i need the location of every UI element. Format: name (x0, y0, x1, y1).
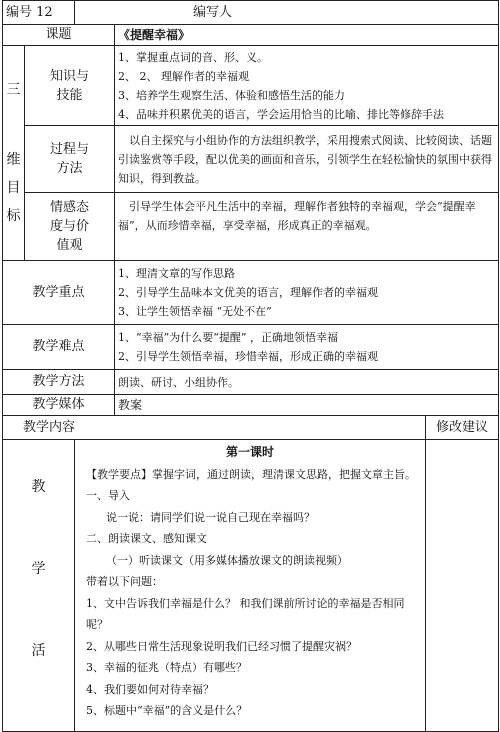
content-header-row (3, 416, 499, 440)
key-point-item: 2、引导学生品味本文优美的语言，理解作者的幸福观 (118, 286, 378, 299)
suggest-cell (426, 440, 499, 732)
process-row (3, 126, 499, 193)
media-row (3, 395, 499, 416)
difficulties-label: 教学难点 (3, 325, 115, 370)
lesson-line: 5、标题中“幸福”的含义是什么？ (86, 704, 248, 717)
difficulties-row (3, 325, 499, 370)
lesson-line: 3、幸福的征兆（特点）有哪些？ (86, 661, 247, 674)
difficulty-item: 2、引导学生领悟幸福，珍惜幸福，形成正确的幸福观 (118, 350, 378, 363)
process-text: 以自主探究与小组协作的方法组织教学，采用搜索式阅读、比较阅读、话题引读鉴赏等手段，配以优美的画面和音乐，引领学生在轻松愉快的氛围中获得知识，得到教益。 (115, 126, 499, 193)
key-points-items (115, 261, 499, 325)
key-point-item: 1、理清文章的写作思路 (118, 267, 235, 280)
lesson-line: 二、朗读课文、感知课文 (86, 532, 207, 545)
attitude-label: 情感态 度与价 值观 (25, 193, 115, 261)
side-char-2: 维 (6, 152, 21, 168)
attitude-text: 引导学生体会平凡生活中的幸福，理解作者独特的幸福观，学会“提醒幸福”，从而珍惜幸福，享受幸福，形成真正的幸福观。 (115, 193, 499, 261)
content-side-char-2: 学 (31, 561, 46, 577)
lesson-line: 一、导入 (86, 489, 130, 502)
side-char-1: 三 (6, 82, 21, 98)
lesson-line: 【教学要点】掌握字词，通过朗读，理清课文思路，把握文章主旨。 (86, 467, 416, 481)
media-value: 教案 (115, 395, 499, 416)
key-point-item: 3、让学生领悟幸福 “无处不在” (118, 305, 272, 318)
teaching-activity-label (3, 440, 75, 732)
knowledge-item: 3、培养学生观察生活、体验和感悟生活的能力 (118, 88, 345, 102)
side-char-4: 标 (6, 208, 21, 224)
lesson-line: 1、文中告诉我们幸福是什么？ 和我们课前所讨论的幸福是否相同呢？ (86, 596, 405, 631)
knowledge-items (115, 46, 499, 126)
lesson-title: 第一课时 (225, 445, 274, 459)
knowledge-item: 2、 2、 理解作者的幸福观 (118, 69, 249, 83)
lesson-line: （一）听读课文（用多媒体播放课文的朗读视频） (106, 553, 348, 567)
key-points-row (3, 261, 499, 325)
knowledge-item: 1、掌握重点词的音、形、义。 (118, 50, 268, 64)
content-label: 教学内容 (3, 416, 426, 440)
lesson-line: 4、我们要如何对待幸福？ (86, 682, 214, 696)
knowledge-label: 知识与 技能 (25, 46, 115, 126)
header-row (3, 1, 499, 25)
process-label: 过程与 方法 (25, 126, 115, 193)
side-char-3: 目 (6, 180, 21, 196)
content-side-char-1: 教 (31, 479, 46, 495)
method-value: 朗读、研讨、小组协作。 (115, 370, 499, 395)
knowledge-row (3, 46, 499, 126)
content-body-row (3, 440, 499, 732)
difficulty-item: 1、“幸福”为什么要“提醒” ，正确地领悟幸福 (118, 331, 338, 344)
topic-row (3, 25, 499, 46)
number-cell: 编号 12 (3, 1, 75, 25)
three-dimension-goal-label (3, 46, 25, 261)
lesson-line: 2、从哪些日常生活现象说明我们已经习惯了提醒灾祸？ (86, 639, 357, 653)
topic-label: 课题 (3, 25, 115, 46)
topic-value: 《提醒幸福》 (115, 25, 499, 46)
writer-cell: 编写人 (75, 1, 499, 25)
lesson-line: 带着以下问题： (86, 575, 163, 588)
difficulties-items (115, 325, 499, 370)
content-side-char-3: 活 (31, 643, 46, 659)
lesson-content (75, 440, 426, 732)
key-points-label: 教学重点 (3, 261, 115, 325)
method-label: 教学方法 (3, 370, 115, 395)
media-label: 教学媒体 (3, 395, 115, 416)
method-row (3, 370, 499, 395)
knowledge-item: 4、品味并积累优美的语言，学会运用恰当的比喻、排比等修辞手法 (118, 107, 444, 121)
lesson-line: 说一说：请同学们说一说自己现在幸福吗？ (106, 510, 315, 524)
attitude-row (3, 193, 499, 261)
lesson-plan-table (2, 0, 499, 732)
suggest-label: 修改建议 (426, 416, 499, 440)
